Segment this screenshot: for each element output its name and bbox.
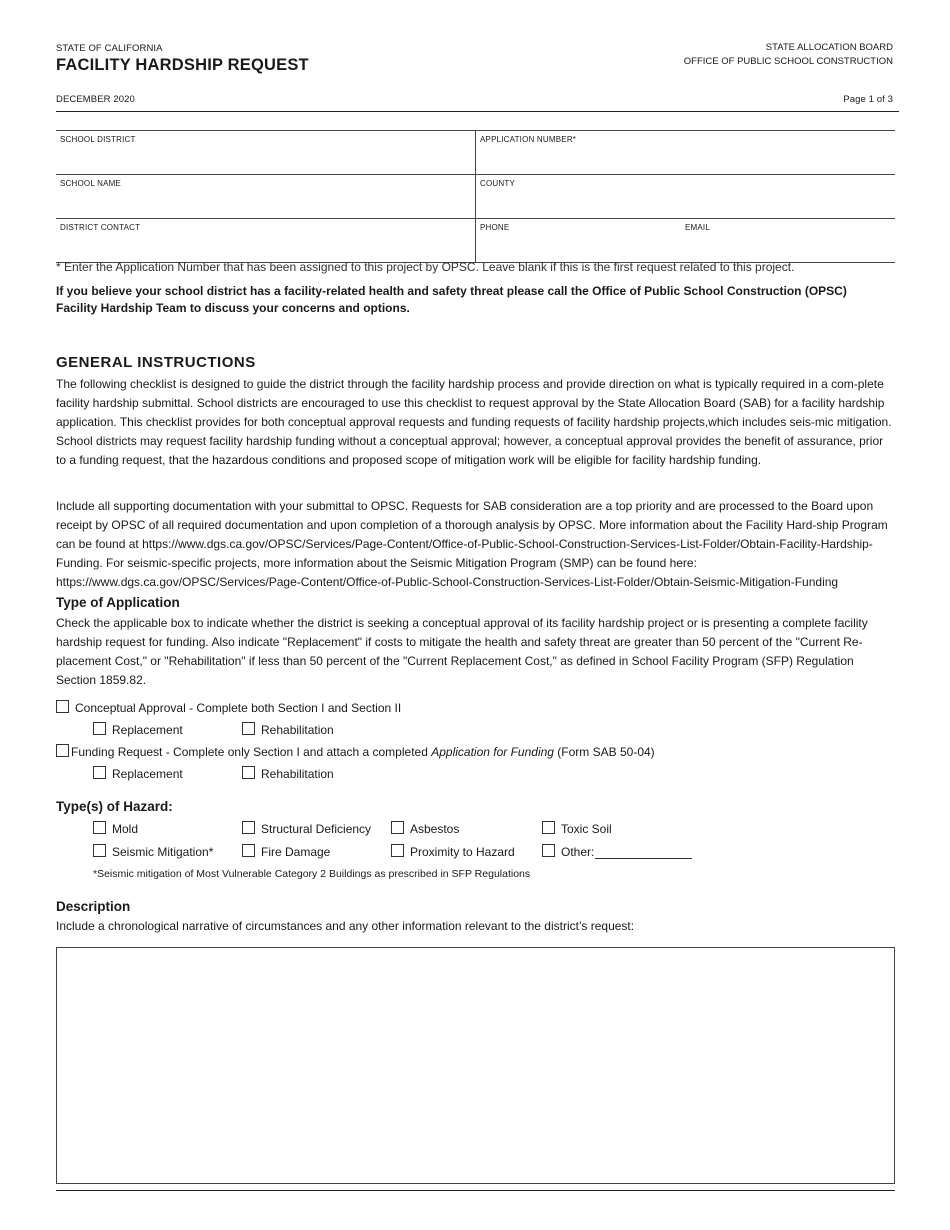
state-label: STATE OF CALIFORNIA — [56, 43, 163, 54]
school-name-field[interactable]: SCHOOL NAME — [56, 175, 476, 219]
applicant-info-table — [56, 130, 895, 263]
general-instructions-heading: GENERAL INSTRUCTIONS — [56, 354, 256, 371]
hazard-proximity-label: Proximity to Hazard — [410, 845, 515, 859]
school-district-field[interactable]: SCHOOL DISTRICT — [56, 131, 476, 175]
hardship-notice: If you believe your school district has a facility-related health and safety threat please call the Office of Public School Construction (OPSC) Facility Hardship Team to discuss your concerns and options. — [56, 284, 847, 315]
email-field[interactable]: EMAIL — [685, 223, 711, 232]
funding-replacement-checkbox[interactable] — [93, 766, 106, 779]
conceptual-approval-label: Conceptual Approval - Complete both Section I and Section II — [75, 701, 402, 715]
county-field[interactable]: COUNTY — [476, 175, 896, 219]
application-number-footnote: * Enter the Application Number that has been assigned to this project by OPSC. Leave blank if this is the first request related to this project. — [56, 260, 795, 274]
form-title: FACILITY HARDSHIP REQUEST — [56, 56, 309, 74]
hazard-proximity-option — [391, 845, 515, 859]
form-date: DECEMBER 2020 — [56, 94, 135, 105]
rehabilitation-label: Rehabilitation — [261, 723, 334, 737]
hazard-toxic-soil-label: Toxic Soil — [561, 822, 612, 836]
replacement-label: Replacement — [112, 723, 183, 737]
funding-rehabilitation-option — [242, 767, 334, 781]
hazard-seismic-label: Seismic Mitigation* — [112, 845, 214, 859]
hazard-toxic-soil-option — [542, 822, 612, 836]
general-instructions-para-2: Include all supporting documentation with your submittal to OPSC. Requests for SAB consideration are a top priority and are processed to the Board upon receipt by OPSC of all required documentation and upon completion of a thorough analysis by OPSC. More information about the Facility Hard-ship Program can be found at https://www.dgs.ca.gov/OPSC/Services/Page-Content/Office-of-Public-School-Construction-Services-List-Folder/Obtain-Facility-Hardship-Funding. For seismic-specific projects, more information about the Seismic Mitigation Program (SMP) can be found here: https://www.dgs.ca.gov/OPSC/Services/Page-Content/Office-of-Public-School-Construction-Services-List-Folder/Obtain-Seismic-Mitigation-Funding — [56, 499, 888, 589]
phone-email-cell — [476, 219, 896, 263]
description-textarea[interactable] — [56, 947, 895, 1184]
hazard-seismic-checkbox[interactable] — [93, 844, 106, 857]
funding-request-checkbox[interactable] — [56, 744, 69, 757]
hazard-asbestos-option — [391, 822, 459, 836]
hazard-proximity-checkbox[interactable] — [391, 844, 404, 857]
hazard-asbestos-checkbox[interactable] — [391, 821, 404, 834]
application-number-field[interactable]: APPLICATION NUMBER* — [476, 131, 896, 175]
district-contact-field[interactable]: DISTRICT CONTACT — [56, 219, 476, 263]
general-instructions-para-1: The following checklist is designed to guide the district through the facility hardship process and provide direction on what is typically required in a com-plete facility hardship submittal. School districts are encouraged to use this checklist to request approval by the State Allocation Board (SAB) for a facility hardship application. This checklist provides for both conceptual approval requests and funding requests of facility hardship projects,which includes seis-mic mitigation. School districts may request facility hardship funding without a conceptual approval; however, a conceptual approval provides the benefit of assurance, prior to a funding request, that the hazardous conditions and proposed scope of mitigation work will be eligible for facility hardship funding. — [56, 377, 892, 467]
hazard-fire-checkbox[interactable] — [242, 844, 255, 857]
hazard-structural-option — [242, 822, 371, 836]
hazard-seismic-option — [93, 845, 213, 859]
conceptual-rehabilitation-option — [242, 723, 334, 737]
funding-request-option — [56, 745, 655, 759]
type-of-application-text: Check the applicable box to indicate whether the district is seeking a conceptual approval of its facility hardship project or is presenting a complete facility hardship request for funding. Also indicate "Replacement" if costs to mitigate the health and safety threat are greater than 50 percent of the "Current Re-placement Cost," or "Rehabilitation" if less than 50 percent of the "Current Replacement Cost," as defined in School Facility Program (SFP) Regulation Section 1859.82. — [56, 616, 868, 687]
hazard-mold-option — [93, 822, 138, 836]
hazard-fire-option — [242, 845, 330, 859]
agency-block — [684, 41, 893, 69]
page-number: Page 1 of 3 — [843, 94, 893, 105]
footer-rule — [56, 1190, 895, 1191]
funding-request-label: Funding Request - Complete only Section I and attach a completed Application for Funding (Form SAB 50-04) — [71, 745, 655, 759]
rehabilitation-label: Rehabilitation — [261, 767, 334, 781]
replacement-label: Replacement — [112, 767, 183, 781]
hazard-mold-checkbox[interactable] — [93, 821, 106, 834]
hazard-other-label: Other: — [561, 845, 595, 859]
hazard-fire-label: Fire Damage — [261, 845, 331, 859]
hazard-heading: Type(s) of Hazard: — [56, 799, 173, 814]
hazard-toxic-soil-checkbox[interactable] — [542, 821, 555, 834]
hazard-mold-label: Mold — [112, 822, 139, 836]
header-rule — [56, 111, 899, 112]
agency-line-2: OFFICE OF PUBLIC SCHOOL CONSTRUCTION — [683, 56, 893, 67]
hazard-structural-checkbox[interactable] — [242, 821, 255, 834]
funding-rehabilitation-checkbox[interactable] — [242, 766, 255, 779]
agency-line-1: STATE ALLOCATION BOARD — [765, 42, 893, 53]
type-of-application-heading: Type of Application — [56, 595, 180, 610]
seismic-footnote: *Seismic mitigation of Most Vulnerable Category 2 Buildings as prescribed in SFP Regulations — [93, 868, 531, 880]
description-heading: Description — [56, 899, 131, 914]
hazard-asbestos-label: Asbestos — [410, 822, 460, 836]
description-instructions: Include a chronological narrative of circumstances and any other information relevant to the district’s request: — [56, 919, 635, 933]
hazard-other-checkbox[interactable] — [542, 844, 555, 857]
hazard-other-input[interactable] — [595, 846, 692, 859]
conceptual-replacement-checkbox[interactable] — [93, 722, 106, 735]
conceptual-approval-option — [56, 701, 401, 715]
hazard-other-option — [542, 845, 692, 859]
funding-replacement-option — [93, 767, 183, 781]
conceptual-rehabilitation-checkbox[interactable] — [242, 722, 255, 735]
conceptual-replacement-option — [93, 723, 183, 737]
hazard-structural-label: Structural Deficiency — [261, 822, 372, 836]
conceptual-approval-checkbox[interactable] — [56, 700, 69, 713]
phone-field[interactable]: PHONE — [480, 223, 510, 232]
